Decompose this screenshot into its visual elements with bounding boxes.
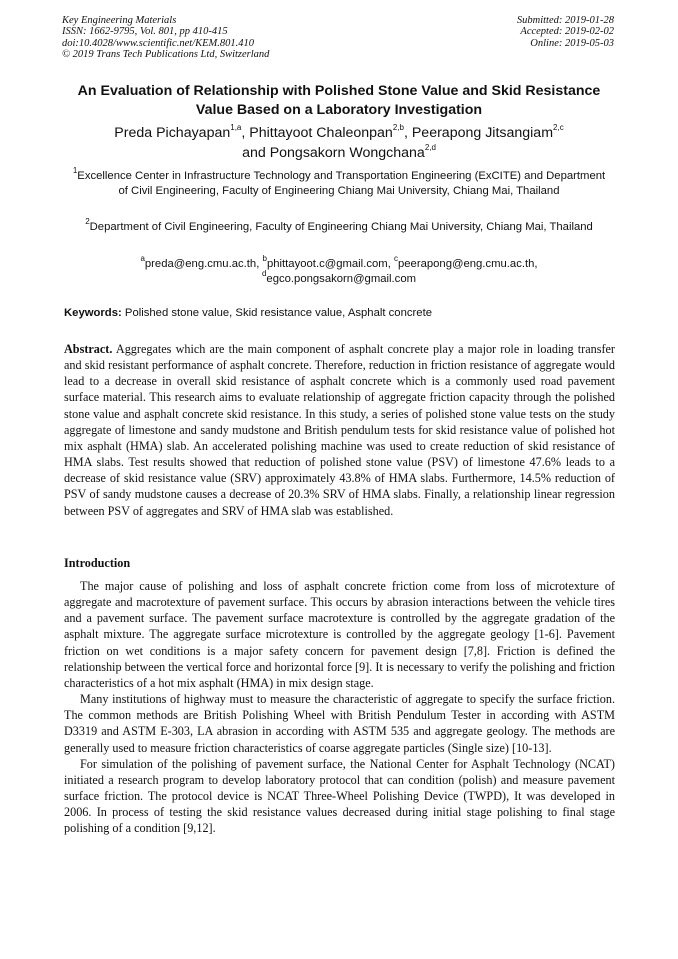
affiliation-2 [70,217,608,235]
author-sup: 2,b [392,123,404,133]
affiliation-text: Excellence Center in Infrastructure Technology and Transportation Engineering (ExCITE) and Department of Civil Engineering, Faculty of Engineering Chiang Mai University, Chiang Mai, Thailand [77,170,606,197]
author-name: Peerapong Jitsangiam [411,125,554,141]
affiliation-sup: 1 [72,166,78,176]
introduction-body [64,578,615,837]
paragraph: Many institutions of highway must to measure the characteristic of aggregate to specify the surface friction. The common methods are British Polishing Wheel with British Pendulum Tester in according with ASTM D3319 and ASTM E-303, LA abrasion in according with ASTM 535 and aggregate geology. The methods are generally used to measure friction characteristics of coarse aggregate particles (Single size) [10-13]. [64,692,615,755]
affiliation-1 [70,166,608,199]
accepted-date: Accepted: 2019-02-02 [520,26,614,38]
email-sup: d [261,268,267,278]
author-name: Phittayoot Chaleonpan [249,125,393,141]
email-address[interactable]: preda@eng.cmu.ac.th [144,258,257,270]
dates-header [517,15,614,49]
email-address[interactable]: peerapong@eng.cmu.ac.th [397,258,535,270]
author-name: Pongsakorn Wongchana [269,144,425,161]
email-sup: c [393,254,398,264]
keywords-line [64,306,616,320]
paper-title: An Evaluation of Relationship with Polished Stone Value and Skid Resistance Value Based on a Laboratory Investigation [77,83,601,118]
email-address[interactable]: phittayoot.c@gmail.com [266,258,388,270]
journal-name: Key Engineering Materials [62,15,177,26]
paragraph: The major cause of polishing and loss of asphalt concrete friction come from loss of microtexture of aggregate and macrotexture of pavement surface. This occurs by abrasion interactions between the vehicle tires and a pavement surface. The pavement surface macrotexture is controlled by the aggregate gradation of the asphalt mixture. The aggregate surface microtexture is controlled by the aggregate geology [1-6]. Pavement friction on wet conditions is a major safety concern for pavement design [7,8]. Friction is defined the relationship between the vertical force and horizontal force [9]. It is necessary to verify the polishing and friction characteristics of a hot mix asphalt (HMA) in mix design stage. [64,579,615,690]
email-sup: b [262,254,267,264]
email-address[interactable]: egco.pongsakorn@gmail.com [266,272,417,285]
introduction-heading: Introduction [64,556,131,570]
copyright-line: © 2019 Trans Tech Publications Ltd, Switzerland [62,49,270,61]
abstract-text: Aggregates which are the main component of asphalt concrete play a major role in loading transfer and skid resistant performance of asphalt concrete. Therefore, reduction in friction resistance of aggregate would lead to a decrease in overall skid resistance of asphalt concrete which is a commonly used road pavement surface material. This research aims to evaluate relationship of aggregate friction capacity through the polished stone value and asphalt concrete skid resistance. In this study, a series of polished stone value tests on the study aggregate of limestone and sandy mudstone and British pendulum tests for skid resistance value of polished hot mix asphalt (HMA) slab. An accelerated polishing machine was used to create reduction of skid resistance of HMA slabs. Test results showed that reduction of polished stone value (PSV) of limestone 47.6% leads to a decrease of skid resistance value (SRV) approximately 43.8% of HMA slabs. Furthermore, 14.5% reduction of PSV of sandy mudstone causes a decrease of 20.3% SRV of HMA slabs. Finally, a relationship linear regression between PSV of aggregates and SRV of HMA slab was established. [64,342,615,518]
author-sup: 2,d [424,142,436,152]
doi-line: doi:10.4028/www.scientific.net/KEM.801.410 [62,37,254,49]
journal-header [62,15,269,61]
affiliation-sup: 2 [85,217,90,227]
online-date: Online: 2019-05-03 [530,37,614,49]
author-sup: 1,a [230,123,242,133]
author-emails: $^a$preda@eng.cmu.ac.th, $^b$phittayoot.c@gmail.com, $^c$peerapong@eng.cmu.ac.th, $^d$egco.pongsakorn@gmail.com [140,254,538,285]
author-name: Preda Pichayapan [114,125,231,141]
keywords-text: Polished stone value, Skid resistance value, Asphalt concrete [124,307,432,319]
submitted-date: Submitted: 2019-01-28 [516,15,614,26]
paragraph: For simulation of the polishing of pavement surface, the National Center for Asphalt Technology (NCAT) initiated a research program to develop laboratory protocol that can condition (polish) and measure pavement surface friction. The protocol device is NCAT Three-Wheel Polishing Device (TWPD), It was developed in 2006. In process of testing the skid resistance values decreased during initial stage polishing to final stage polishing of a condition [9,12]. [64,756,615,836]
keywords-label: Keywords: [64,307,122,319]
abstract [64,341,615,519]
author-sup: 2,c [553,123,564,133]
affiliation-text: Department of Civil Engineering, Faculty of Engineering Chiang Mai University, Chiang Mai, Thailand [89,221,593,233]
email-sup: a [140,254,145,264]
abstract-label: Abstract. [64,342,113,356]
issn-line: ISSN: 1662-9795, Vol. 801, pp 410-415 [62,26,228,38]
author-list: Preda Pichayapan$^{1,a}$, Phittayoot Chaleonpan$^{2,b}$, Peerapong Jitsangiam$^{2,c}$ and Pongsakorn Wongchana$^{2,d}$ [114,123,564,161]
